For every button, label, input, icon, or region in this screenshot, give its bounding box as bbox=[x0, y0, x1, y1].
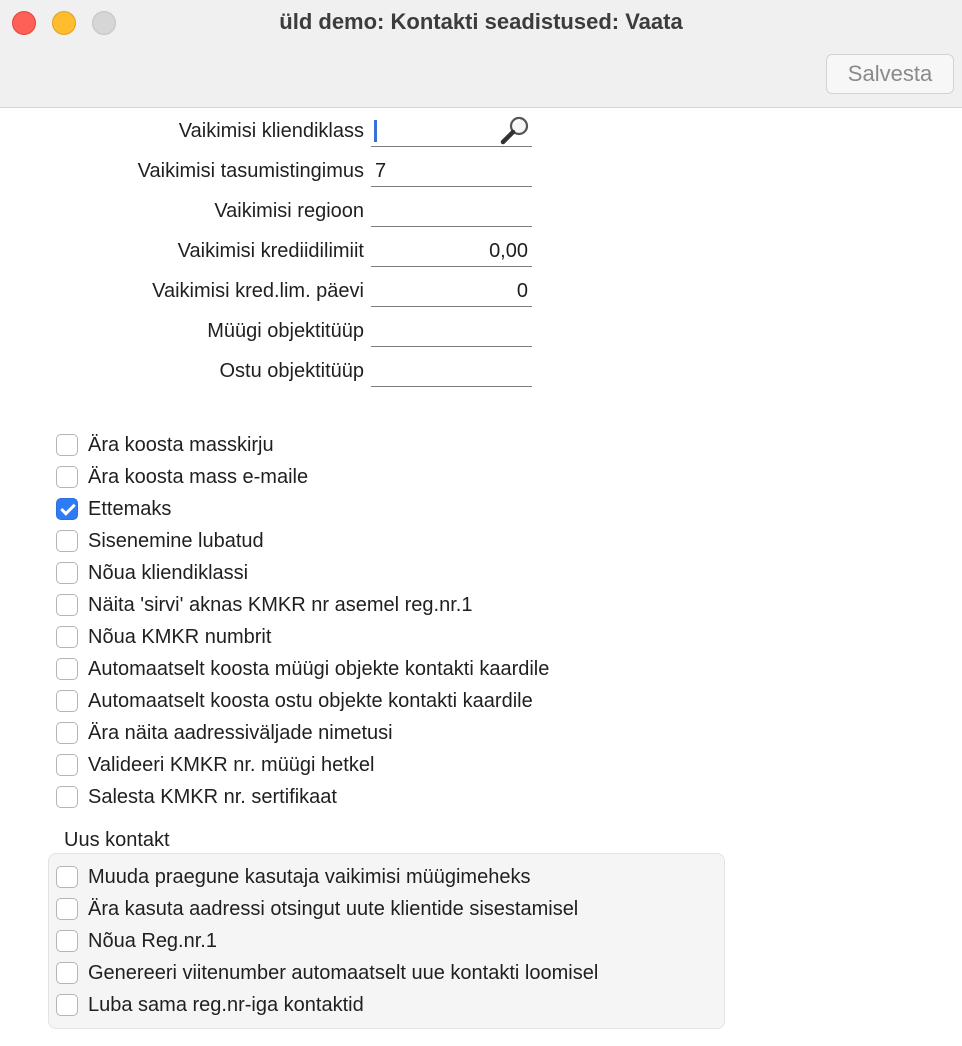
checkbox-label: Salesta KMKR nr. sertifikaat bbox=[88, 786, 337, 808]
default-region-input[interactable] bbox=[371, 194, 532, 227]
checkbox-label: Nõua KMKR numbrit bbox=[88, 626, 272, 648]
field-label: Vaikimisi krediidilimiit bbox=[177, 240, 364, 262]
field-row-purchase-object-type bbox=[0, 354, 962, 388]
field-row-default-credit-limit-days bbox=[0, 274, 962, 308]
checkbox[interactable] bbox=[56, 754, 78, 776]
default-payment-terms-input[interactable]: 7 bbox=[371, 154, 532, 187]
option-require-customer-class[interactable] bbox=[56, 558, 248, 588]
field-row-default-payment-terms bbox=[0, 154, 962, 188]
option-allow-duplicate-regnr[interactable] bbox=[56, 990, 364, 1020]
field-row-default-credit-limit bbox=[0, 234, 962, 268]
field-label: Ostu objektitüüp bbox=[219, 360, 364, 382]
checkbox-label: Ära kasuta aadressi otsingut uute klientide sisestamisel bbox=[88, 898, 579, 920]
option-no-mass-letters[interactable] bbox=[56, 430, 274, 460]
checkbox[interactable] bbox=[56, 786, 78, 808]
checkbox[interactable] bbox=[56, 690, 78, 712]
option-require-regnr[interactable] bbox=[56, 926, 217, 956]
option-auto-create-sales-objects[interactable] bbox=[56, 654, 549, 684]
checkbox-label: Muuda praegune kasutaja vaikimisi müügimeheks bbox=[88, 866, 531, 888]
option-login-allowed[interactable] bbox=[56, 526, 264, 556]
option-prepayment[interactable] bbox=[56, 494, 171, 524]
default-credit-limit-days-input[interactable]: 0 bbox=[371, 274, 532, 307]
text-caret bbox=[374, 120, 377, 142]
field-label: Müügi objektitüüp bbox=[207, 320, 364, 342]
checkbox[interactable] bbox=[56, 562, 78, 584]
option-no-mass-emails[interactable] bbox=[56, 462, 308, 492]
field-label: Vaikimisi regioon bbox=[214, 200, 364, 222]
checkbox-label: Ära näita aadressiväljade nimetusi bbox=[88, 722, 393, 744]
checkbox-label: Ettemaks bbox=[88, 498, 172, 520]
checkbox[interactable] bbox=[56, 658, 78, 680]
checkbox-label: Genereeri viitenumber automaatselt uue kontakti loomisel bbox=[88, 962, 599, 984]
window-title: üld demo: Kontakti seadistused: Vaata bbox=[279, 9, 683, 34]
checkbox[interactable] bbox=[56, 930, 78, 952]
checkbox-label: Automaatselt koosta ostu objekte kontakti kaardile bbox=[88, 690, 533, 712]
checkbox-label: Nõua Reg.nr.1 bbox=[88, 930, 217, 952]
option-require-vat-number[interactable] bbox=[56, 622, 271, 652]
checkbox[interactable] bbox=[56, 962, 78, 984]
checkbox[interactable] bbox=[56, 434, 78, 456]
checkbox[interactable] bbox=[56, 626, 78, 648]
option-set-current-user-salesman[interactable] bbox=[56, 862, 530, 892]
checkbox-label: Valideeri KMKR nr. müügi hetkel bbox=[88, 754, 375, 776]
checkbox-label: Nõua kliendiklassi bbox=[88, 562, 249, 584]
checkbox[interactable] bbox=[56, 594, 78, 616]
default-credit-limit-input[interactable]: 0,00 bbox=[371, 234, 532, 267]
save-button[interactable]: Salvesta bbox=[826, 54, 954, 94]
option-save-vat-certificate[interactable] bbox=[56, 782, 337, 812]
field-label: Vaikimisi kred.lim. päevi bbox=[152, 280, 364, 302]
checkbox[interactable] bbox=[56, 498, 78, 520]
field-row-sales-object-type bbox=[0, 314, 962, 348]
purchase-object-type-input[interactable] bbox=[371, 354, 532, 387]
checkbox-label: Ära koosta mass e-maile bbox=[88, 466, 309, 488]
checkbox[interactable] bbox=[56, 722, 78, 744]
checkbox[interactable] bbox=[56, 898, 78, 920]
checkbox-label: Luba sama reg.nr-iga kontaktid bbox=[88, 994, 364, 1016]
field-label: Vaikimisi tasumistingimus bbox=[137, 160, 364, 182]
field-row-default-customer-class bbox=[0, 114, 962, 148]
field-label: Vaikimisi kliendiklass bbox=[178, 120, 364, 142]
option-show-regnr-in-browse[interactable] bbox=[56, 590, 472, 620]
sales-object-type-input[interactable] bbox=[371, 314, 532, 347]
checkbox[interactable] bbox=[56, 866, 78, 888]
title-bar bbox=[0, 0, 962, 108]
checkbox-label: Automaatselt koosta müügi objekte kontakti kaardile bbox=[88, 658, 550, 680]
option-auto-create-purchase-objects[interactable] bbox=[56, 686, 533, 716]
magnifier-icon[interactable] bbox=[498, 114, 532, 146]
new-contact-section-title: Uus kontakt bbox=[64, 829, 170, 851]
checkbox-label: Näita 'sirvi' aknas KMKR nr asemel reg.nr.1 bbox=[88, 594, 473, 616]
checkbox[interactable] bbox=[56, 466, 78, 488]
checkbox-label: Sisenemine lubatud bbox=[88, 530, 264, 552]
option-auto-reference-number[interactable] bbox=[56, 958, 598, 988]
option-hide-address-field-names[interactable] bbox=[56, 718, 393, 748]
checkbox[interactable] bbox=[56, 530, 78, 552]
checkbox-label: Ära koosta masskirju bbox=[88, 434, 274, 456]
checkbox[interactable] bbox=[56, 994, 78, 1016]
option-validate-vat-on-sale[interactable] bbox=[56, 750, 374, 780]
field-row-default-region bbox=[0, 194, 962, 228]
option-no-address-lookup[interactable] bbox=[56, 894, 578, 924]
